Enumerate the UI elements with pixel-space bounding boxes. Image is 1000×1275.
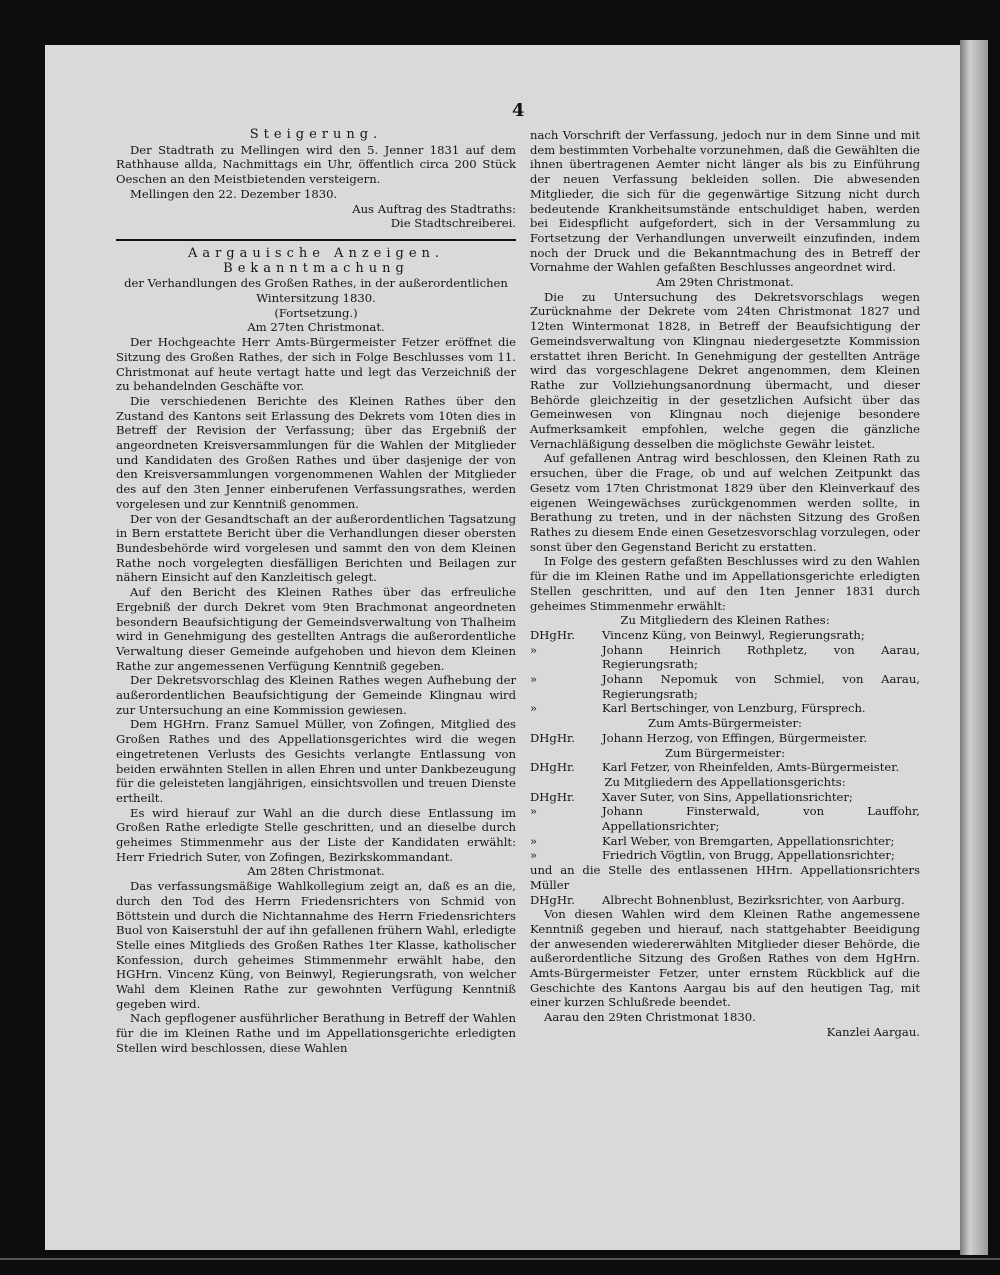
title-prefix: »: [530, 833, 538, 848]
elected-name: Friedrich Vögtlin, von Brugg, Appellationsrichter;: [602, 848, 895, 863]
elected-name: Johann Nepomuk von Schmiel, von Aarau, Regierungsrath;: [602, 672, 920, 701]
elected-name: Karl Bertschinger, von Lenzburg, Fürsprech.: [602, 701, 866, 716]
steigerung-title: Steigerung.: [249, 127, 383, 142]
kleiner-rath-heading: Zu Mitgliedern des Kleinen Rathes:: [620, 613, 830, 628]
closing-paragraph: Von diesen Wahlen wird dem Kleinen Rathe angemessene Kenntniß gegeben und hierauf, nach stattgehabter Beeidigung der anwesenden wiedererwählten Mitglieder dieser Behörde, die außerordentliche Sitzung des Großen Rathes von dem HgHrn. Amts-Bürgermeister Fetzer, unter ernstem Rückblick auf die Geschichte des Kantons Aargau bis auf den heutigen Tag, mit einer kurzen Schlußrede beendet.: [530, 907, 920, 1010]
title-prefix: DHgHr.: [530, 789, 575, 804]
title-prefix: DHgHr.: [530, 892, 575, 907]
elected-name: Albrecht Bohnenblust, Bezirksrichter, von Aarburg.: [602, 892, 905, 907]
elected-name: Vincenz Küng, von Beinwyl, Regierungsrath;: [602, 627, 865, 642]
list-item: [530, 731, 920, 746]
right-column: [530, 128, 920, 1040]
elected-name: Karl Weber, von Bremgarten, Appellationsrichter;: [602, 833, 895, 848]
elected-name: Xaver Suter, von Sins, Appellationsrichter;: [602, 789, 853, 804]
paragraph: Der Dekretsvorschlag des Kleinen Rathes wegen Aufhebung der außerordentlichen Beaufsichtigung der Gemeinde Klingnau wird zur Untersuchung an eine Kommission gewiesen.: [116, 673, 516, 717]
signature: Kanzlei Aargau.: [826, 1024, 920, 1039]
elected-name: Karl Fetzer, von Rheinfelden, Amts-Bürgermeister.: [602, 760, 900, 775]
list-item: [530, 804, 920, 833]
paragraph: Das verfassungsmäßige Wahlkollegium zeigt an, daß es an die, durch den Tod des Herrn Friedensrichters von Schmid von Böttstein und durch die Nichtannahme des Herrn Friedensrichters Buol von Kaiserstuhl der auf ihn gefallenen frühern Wahl, erledigte Stelle eines Mitglieds des Großen Rathes 1ter Klasse, katholischer Konfession, durch geheimes Stimmenmehr erwählt habe, den HGHrn. Vincenz Küng, von Beinwyl, Regierungsrath, von welcher Wahl dem Kleinen Rathe zur gewohnten Verfügung Kenntniß gegeben wird.: [116, 879, 516, 1011]
appellationsgericht-list: [530, 790, 920, 864]
list-item: [530, 790, 920, 805]
bohnenblust-entry: [530, 893, 920, 908]
amts-buergermeister-entry: [530, 731, 920, 746]
list-item: [530, 643, 920, 672]
steigerung-body: Der Stadtrath zu Mellingen wird den 5. Jenner 1831 auf dem Rathhause allda, Nachmittags ein Uhr, öffentlich circa 200 Stück Oeschen an den Meistbietenden versteigern.: [116, 142, 516, 187]
section-divider: [116, 239, 516, 241]
page-edge: [960, 40, 988, 1255]
page-number: 4: [512, 100, 525, 121]
elected-name: Johann Heinrich Rothpletz, von Aarau, Regierungsrath;: [602, 642, 920, 672]
section-title: Aargauische Anzeigen.: [187, 245, 445, 261]
buergermeister-heading: Zum Bürgermeister:: [664, 745, 786, 760]
day-heading-27: Am 27ten Christmonat.: [247, 320, 385, 335]
list-item: [530, 893, 920, 908]
paragraph: Dem HGHrn. Franz Samuel Müller, von Zofingen, Mitglied des Großen Rathes und des Appellationsgerichtes wird die wegen eingetretenen Verlusts des Gesichts verlangte Entlassung von beiden erwähnten Stellen in allen Ehren und unter Dankbezeugung für die geleisteten langjährigen, einsichtsvollen und treuen Dienste ertheilt.: [116, 717, 516, 805]
kleiner-rath-list: [530, 628, 920, 716]
steigerung-sign2: Die Stadtschreiberei.: [390, 216, 516, 231]
paragraph: Auf gefallenen Antrag wird beschlossen, den Kleinen Rath zu ersuchen, über die Frage, ob und auf welchen Zeitpunkt das Gesetz vom 17ten Christmonat 1829 über den Kleinverkauf des eigenen Weingewächses zurückgenommen werden sollte, in Berathung zu treten, und in der nächsten Sitzung des Großen Rathes zu diesem Ende einen Gesetzesvorschlag vorzulegen, oder sonst über den Gegenstand Bericht zu erstatten.: [530, 451, 920, 554]
appellationsgericht-heading: Zu Mitgliedern des Appellationsgerichts:: [604, 774, 846, 789]
paragraph: Der Hochgeachte Herr Amts-Bürgermeister Fetzer eröffnet die Sitzung des Großen Rathes, der sich in Folge Beschlusses vom 11. Christmonat auf heute vertagt hatte und legt das Verzeichniß der zu behandelnden Geschäfte vor.: [116, 335, 516, 394]
steigerung-sign1: Aus Auftrag des Stadtraths:: [352, 201, 516, 216]
scan-border: [0, 1258, 1000, 1260]
paragraph: Es wird hierauf zur Wahl an die durch diese Entlassung im Großen Rathe erledigte Stelle geschritten, und an dieselbe durch geheimes Stimmenmehr aus der Liste der Kandidaten erwählt: Herr Friedrich Suter, von Zofingen, Bezirkskommandant.: [116, 805, 516, 864]
paragraph: Die verschiedenen Berichte des Kleinen Rathes über den Zustand des Kantons seit Erlassung des Dekrets vom 10ten dies in Betreff der Revision der Verfassung; über das Ergebniß der angeordneten Kreisversammlungen für die Wahlen der Mitglieder und Kandidaten des Großen Rathes und über dasjenige der von den Kreisversammlungen vorgenommenen Wahlen der Mitglieder des auf den 3ten Jenner einberufenen Verfassungsrathes, werden vorgelesen und zur Kenntniß genommen.: [116, 393, 516, 511]
title-prefix: DHgHr.: [530, 627, 575, 642]
title-prefix: »: [530, 642, 538, 657]
buergermeister-entry: [530, 760, 920, 775]
title-prefix: DHgHr.: [530, 730, 575, 745]
list-item: [530, 672, 920, 701]
mueller-replacement-line: und an die Stelle des entlassenen HHrn. Appellationsrichters Müller: [530, 863, 920, 892]
paragraph: In Folge des gestern gefaßten Beschlusses wird zu den Wahlen für die im Kleinen Rathe und im Appellationsgerichte erledigten Stellen geschritten, und auf den 1ten Jenner 1831 durch geheimes Stimmenmehr erwählt:: [530, 554, 920, 613]
elected-name: Johann Herzog, von Effingen, Bürgermeister.: [602, 730, 868, 745]
title-prefix: DHgHr.: [530, 760, 575, 775]
closing-date: Aarau den 29ten Christmonat 1830.: [544, 1010, 756, 1025]
title-prefix: »: [530, 848, 538, 863]
bekanntmachung-title: Bekanntmachung: [223, 260, 409, 276]
day-heading-29: Am 29ten Christmonat.: [656, 275, 794, 290]
continuation-note: (Fortsetzung.): [274, 305, 358, 320]
list-item: [530, 701, 920, 716]
paragraph: Nach gepflogener ausführlicher Berathung in Betreff der Wahlen für die im Kleinen Rathe und im Appellationsgerichte erledigten Stellen wird beschlossen, diese Wahlen: [116, 1011, 516, 1055]
list-item: [530, 760, 920, 775]
title-prefix: »: [530, 804, 538, 819]
day-heading-28: Am 28ten Christmonat.: [247, 864, 385, 879]
list-item: [530, 628, 920, 643]
left-column: [116, 128, 516, 1056]
amts-buergermeister-heading: Zum Amts-Bürgermeister:: [648, 716, 802, 731]
paragraph: Auf den Bericht des Kleinen Rathes über das erfreuliche Ergebniß der durch Dekret vom 9ten Brachmonat angeordneten besondern Beaufsichtigung der Gemeindsverwaltung von Thalheim wird in Genehmigung des gestellten Antrags die außerordentliche Verwaltung dieser Gemeinde aufgehoben und hievon dem Kleinen Rathe zur angemessenen Verfügung Kenntniß gegeben.: [116, 585, 516, 673]
paragraph: Der von der Gesandtschaft an der außerordentlichen Tagsatzung in Bern erstattete Bericht über die Verhandlungen dieser obersten Bundesbehörde wird vorgelesen und sammt den von dem Kleinen Rathe noch vorgelegten diesfälligen Berichten und Beilagen zur nähern Einsicht auf den Kanzleitisch gelegt.: [116, 511, 516, 585]
paragraph: nach Vorschrift der Verfassung, jedoch nur in dem Sinne und mit dem bestimmten Vorbehalte vorzunehmen, daß die Gewählten die ihnen übertragenen Aemter nicht länger als bis zu Einführung der neuen Verfassung bekleiden sollen. Die abwesenden Mitglieder, die sich für die gegenwärtige Sitzung nicht durch bedeutende Krankheitsumstände entschuldiget haben, werden bei Eidespflicht aufgefordert, sich in der Versammlung zu Fortsetzung der Verhandlungen unverweilt einzufinden, indem noch der Druck und die Bekanntmachung des in Betreff der Vornahme der Wahlen gefaßten Beschlusses angeordnet wird.: [530, 128, 920, 275]
list-item: [530, 834, 920, 849]
paragraph: Die zu Untersuchung des Dekretsvorschlags wegen Zurücknahme der Dekrete vom 24ten Christmonat 1827 und 12ten Wintermonat 1828, in Betreff der Beaufsichtigung der Gemeindsverwaltung von Klingnau niedergesetzte Kommission erstattet ihren Bericht. In Genehmigung der gestellten Anträge wird das vorgeschlagene Dekret angenommen, dem Kleinen Rathe zur Vollziehungsanordnung übermacht, und dieser Behörde gleichzeitig in der gesetzlichen Aufsicht über das Gemeinwesen von Klingnau noch diejenige besondere Aufmerksamkeit empfohlen, welche gegen die gänzliche Vernachläßigung desselben die möglichste Gewähr leistet.: [530, 289, 920, 451]
steigerung-date: Mellingen den 22. Dezember 1830.: [130, 186, 338, 201]
title-prefix: »: [530, 701, 538, 716]
title-prefix: »: [530, 672, 538, 687]
list-item: [530, 848, 920, 863]
bekanntmachung-subtitle: der Verhandlungen des Großen Rathes, in der außerordentlichen Wintersitzung 1830.: [124, 276, 508, 306]
elected-name: Johann Finsterwald, von Lauffohr, Appellationsrichter;: [602, 804, 920, 834]
